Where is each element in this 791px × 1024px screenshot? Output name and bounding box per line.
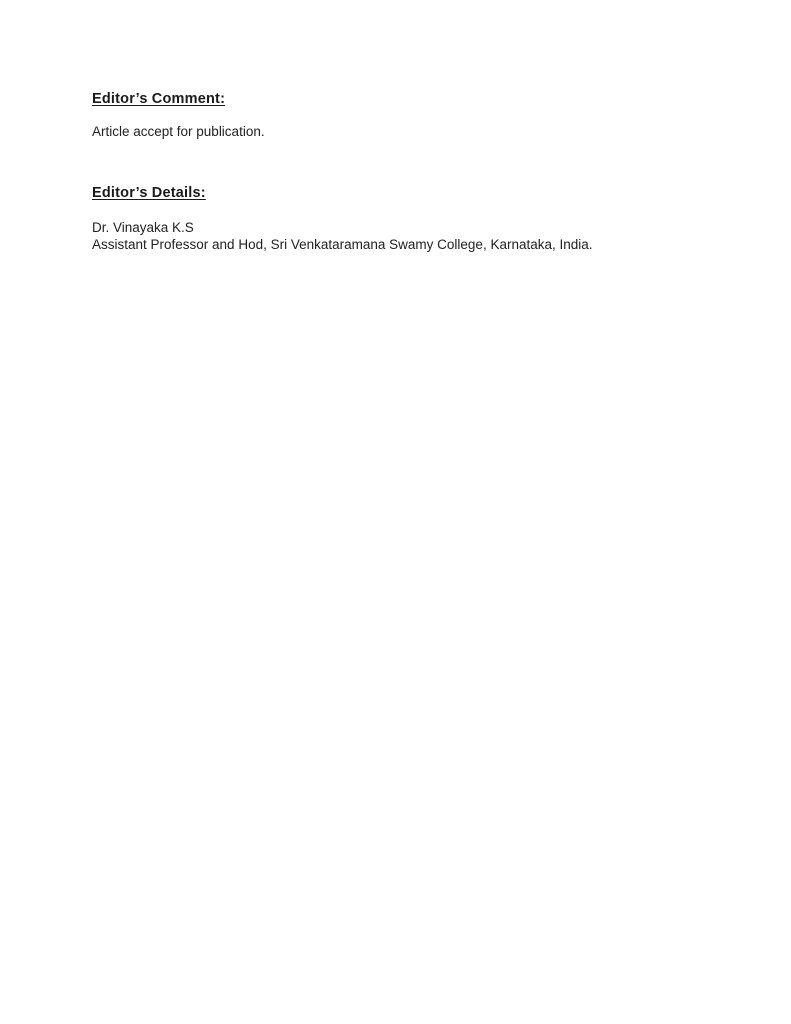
editor-comment-body: Article accept for publication.: [92, 124, 265, 139]
editor-name: Dr. Vinayaka K.S: [92, 220, 194, 235]
editor-details-heading: Editor’s Details:: [92, 185, 206, 201]
editor-comment-heading: Editor’s Comment:: [92, 91, 226, 107]
editor-affiliation: Assistant Professor and Hod, Sri Venkataramana Swamy College, Karnataka, India.: [92, 237, 593, 252]
